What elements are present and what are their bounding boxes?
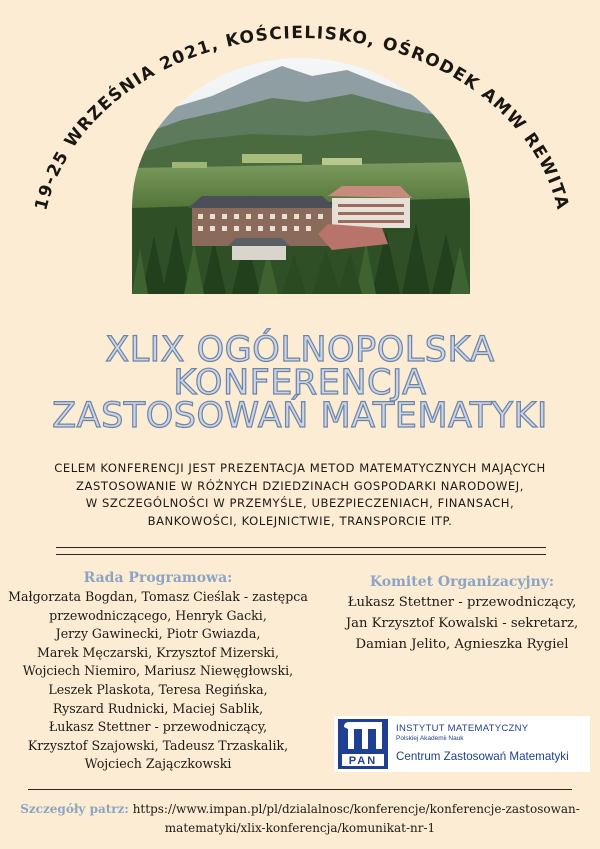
organizing-committee: [326, 574, 598, 655]
impan-logo: [334, 716, 590, 772]
committee-line: Łukasz Stettner - przewodniczący,: [347, 595, 577, 610]
committee-line: Wojciech Zajączkowski: [84, 756, 232, 772]
logo-center-name: Centrum Zastosowań Matematyki: [396, 750, 569, 763]
title-line-3: ZASTOSOWAŃ MATEMATYKI: [52, 396, 548, 436]
program-committee: [8, 570, 308, 774]
committee-line: Ryszard Rudnicki, Maciej Sablik,: [52, 700, 264, 716]
organizing-committee-heading: Komitet Organizacyjny:: [369, 574, 555, 590]
committee-line: przewodniczącego, Henryk Gacki,: [49, 607, 267, 623]
title-line-1: XLIX OGÓLNOPOLSKA: [105, 330, 495, 370]
impan-logo-mark: [338, 719, 388, 769]
committee-line: Jan Krzysztof Kowalski - sekretarz,: [345, 616, 579, 631]
program-committee-heading: Rada Programowa:: [83, 570, 233, 586]
date-location-text: 19-25 WRZEŚNIA 2021, KOŚCIELISKO, OŚRODEK AMW REWITA: [31, 23, 573, 213]
details-url-part-1[interactable]: https://www.impan.pl/pl/dzialalnosc/konferencje/konferencje-zastosowan-: [132, 802, 580, 816]
logo-academy-name: Polskiej Akademii Nauk: [396, 735, 464, 742]
committee-line: Małgorzata Bogdan, Tomasz Cieślak - zastępca: [8, 589, 308, 604]
committee-line: Marek Męczarski, Krzysztof Mizerski,: [37, 644, 279, 660]
description-line: ZASTOSOWANIE W RÓŻNYCH DZIEDZINACH GOSPODARKI NARODOWEJ,: [75, 478, 524, 493]
conference-title: [0, 330, 600, 436]
divider-bottom: [28, 789, 572, 790]
committee-line: Jerzy Gawinecki, Piotr Gwiazda,: [55, 626, 261, 642]
details-label: Szczegóły patrz:: [20, 802, 129, 816]
logo-mark-text: PAN: [348, 755, 378, 767]
logo-institute-name: INSTYTUT MATEMATYCZNY: [396, 723, 529, 734]
title-line-2: KONFERENCJA: [173, 363, 427, 403]
committee-line: Łukasz Stettner - przewodniczący,: [48, 719, 268, 735]
conference-description: [20, 460, 580, 530]
divider-top-1: [56, 547, 546, 548]
committee-line: Wojciech Niemiro, Mariusz Niewęgłowski,: [22, 663, 294, 679]
details-section: [10, 800, 590, 838]
description-line: BANKOWOŚCI, KOLEJNICTWIE, TRANSPORCIE ITP.: [147, 513, 453, 528]
details-url-part-2[interactable]: matematyki/xlix-konferencja/komunikat-nr-1: [164, 821, 436, 835]
description-line: CELEM KONFERENCJI JEST PREZENTACJA METOD MATEMATYCZNYCH MAJĄCYCH: [54, 461, 546, 475]
committee-line: Damian Jelito, Agnieszka Rygiel: [355, 637, 569, 652]
description-line: W SZCZEGÓLNOŚCI W PRZEMYŚLE, UBEZPIECZENIACH, FINANSACH,: [85, 496, 515, 510]
committee-line: Krzysztof Szajowski, Tadeusz Trzaskalik,: [27, 737, 289, 753]
committee-line: Leszek Plaskota, Teresa Regińska,: [48, 681, 268, 697]
divider-top-2: [56, 554, 546, 555]
